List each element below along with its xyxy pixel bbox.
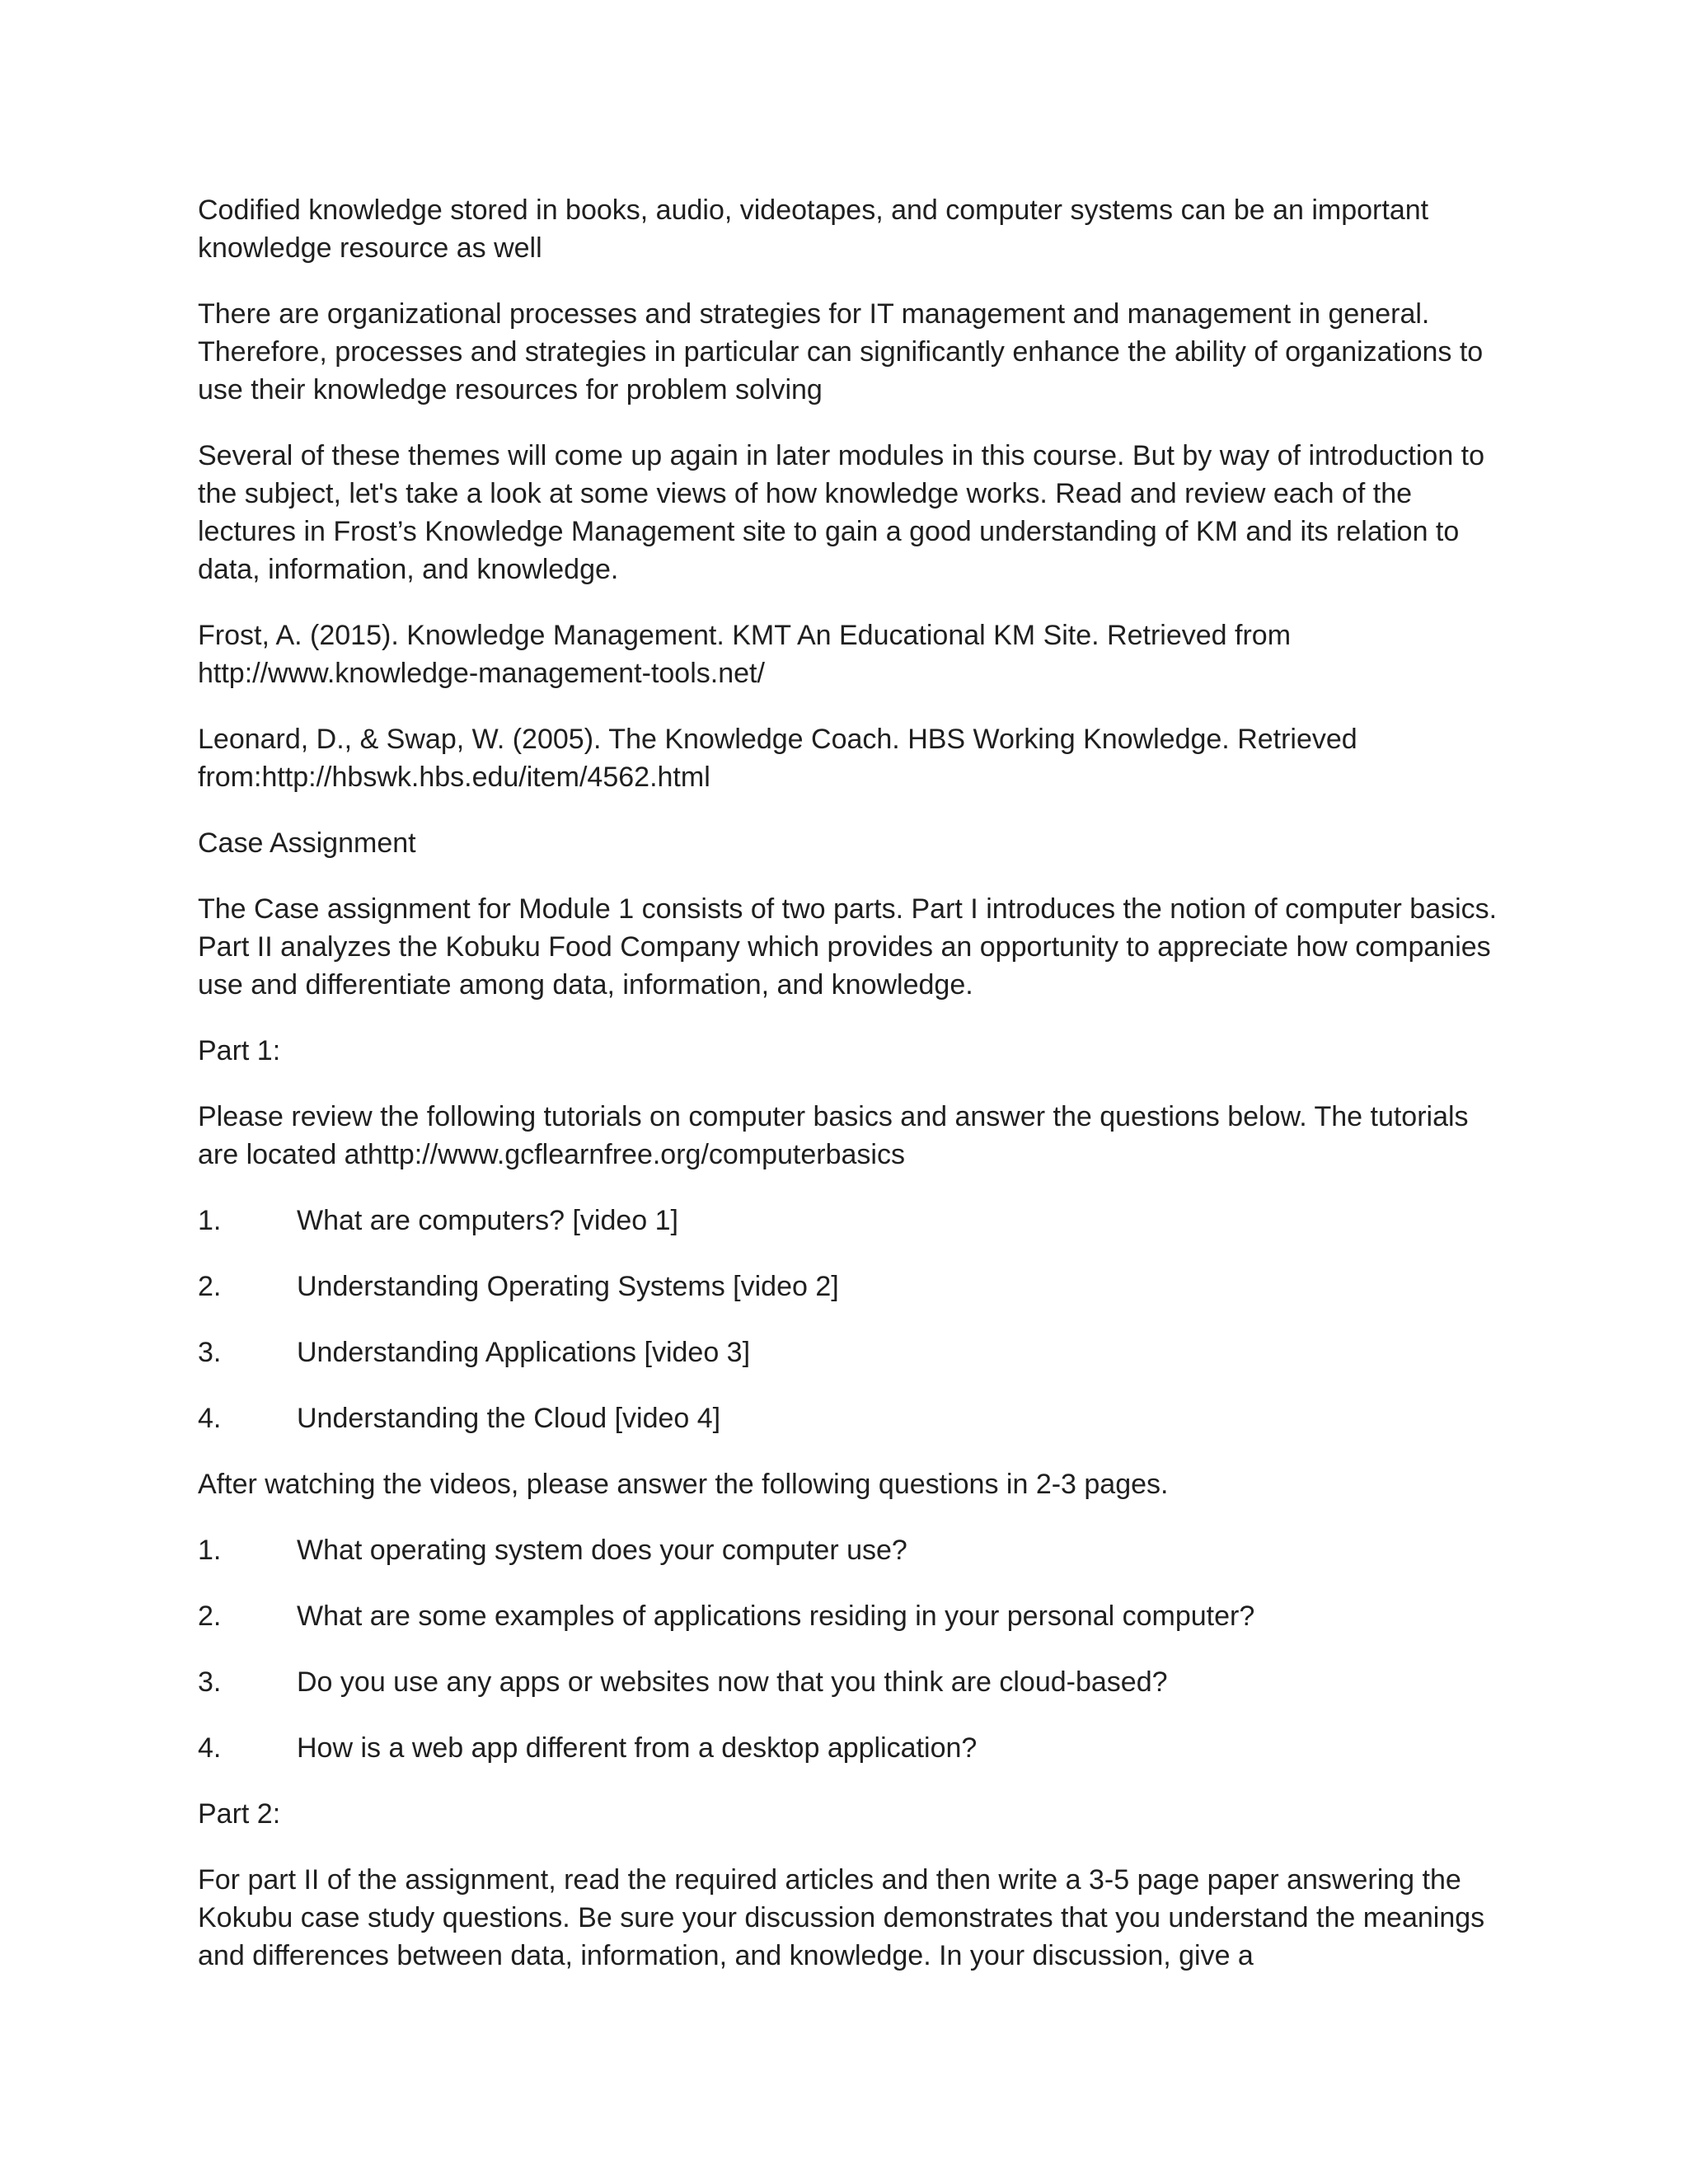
list-number: 1.	[198, 1535, 222, 1566]
tutorial-list	[198, 1202, 1500, 1437]
list-item	[198, 1597, 1500, 1635]
list-number: 1.	[198, 1205, 222, 1236]
list-number: 3.	[198, 1337, 222, 1368]
reference-leonard-swap: Leonard, D., & Swap, W. (2005). The Knowledge Coach. HBS Working Knowledge. Retrieved from:http://hbswk.hbs.edu/item/4562.html	[198, 724, 1357, 793]
list-number: 4.	[198, 1403, 222, 1434]
list-item	[198, 1399, 1500, 1437]
part2-heading: Part 2:	[198, 1798, 281, 1830]
list-text: Understanding the Cloud [video 4]	[297, 1403, 721, 1434]
list-text: What operating system does your computer use?	[297, 1535, 907, 1566]
document-body	[198, 191, 1500, 2003]
list-text: Understanding Applications [video 3]	[297, 1337, 751, 1368]
list-number: 2.	[198, 1271, 222, 1302]
list-text: What are computers? [video 1]	[297, 1205, 679, 1236]
list-text: Understanding Operating Systems [video 2]	[297, 1271, 839, 1302]
paragraph-codified-knowledge: Codified knowledge stored in books, audio, videotapes, and computer systems can be an important knowledge resource as well	[198, 194, 1429, 264]
part2-intro: For part II of the assignment, read the required articles and then write a 3-5 page paper answering the Kokubu case study questions. Be sure your discussion demonstrates that you understand the meanings and differences between data, information, and knowledge. In your discussion, give a	[198, 1864, 1485, 1971]
part1-heading: Part 1:	[198, 1035, 281, 1066]
after-videos-instruction: After watching the videos, please answer the following questions in 2-3 pages.	[198, 1469, 1169, 1500]
case-assignment-intro: The Case assignment for Module 1 consists of two parts. Part I introduces the notion of computer basics. Part II analyzes the Kobuku Food Company which provides an opportunity to appreciate how companies use and differentiate among data, information, and knowledge.	[198, 893, 1498, 1001]
paragraph-organizational-processes: There are organizational processes and strategies for IT management and management in general. Therefore, processes and strategies in particular can significantly enhance the ability of organizations to use their knowledge resources for problem solving	[198, 298, 1484, 405]
question-list	[198, 1531, 1500, 1767]
list-item	[198, 1202, 1500, 1240]
list-text: Do you use any apps or websites now that you think are cloud-based?	[297, 1666, 1168, 1698]
list-number: 4.	[198, 1732, 222, 1764]
list-item	[198, 1531, 1500, 1569]
case-assignment-heading: Case Assignment	[198, 827, 416, 859]
list-item	[198, 1268, 1500, 1305]
part1-intro: Please review the following tutorials on computer basics and answer the questions below. The tutorials are located athttp://www.gcflearnfree.org/computerbasics	[198, 1101, 1469, 1170]
list-number: 3.	[198, 1666, 222, 1698]
list-text: How is a web app different from a desktop application?	[297, 1732, 978, 1764]
list-item	[198, 1729, 1500, 1767]
list-item	[198, 1663, 1500, 1701]
reference-frost: Frost, A. (2015). Knowledge Management. KMT An Educational KM Site. Retrieved from http://www.knowledge-management-tools.net/	[198, 620, 1292, 689]
list-text: What are some examples of applications residing in your personal computer?	[297, 1601, 1255, 1632]
list-item	[198, 1333, 1500, 1371]
paragraph-themes-introduction: Several of these themes will come up again in later modules in this course. But by way of introduction to the subject, let's take a look at some views of how knowledge works. Read and review each of the lectures in Frost’s Knowledge Management site to gain a good understanding of KM and its relation to data, information, and knowledge.	[198, 440, 1485, 585]
list-number: 2.	[198, 1601, 222, 1632]
